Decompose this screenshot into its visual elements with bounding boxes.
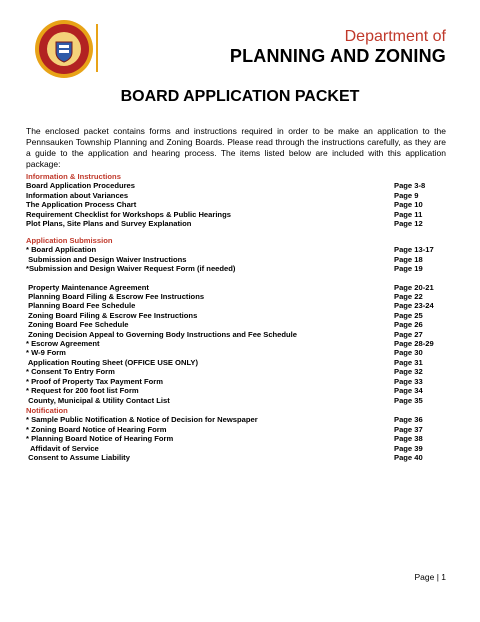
toc-item-label: Zoning Board Fee Schedule xyxy=(26,320,129,330)
toc-item-label: * Proof of Property Tax Payment Form xyxy=(26,376,163,386)
toc-item-label: *Submission and Design Waiver Request Form (if needed) xyxy=(26,264,236,274)
toc-item-page: Page 40 xyxy=(394,453,423,463)
page-title: BOARD APPLICATION PACKET xyxy=(120,88,360,105)
toc-item-label: * Consent To Entry Form xyxy=(26,367,115,377)
toc-item-page: Page 3-8 xyxy=(394,181,426,191)
toc-item-page: Page 33 xyxy=(394,376,423,386)
toc-row xyxy=(26,348,446,357)
toc-section-notification xyxy=(26,406,446,462)
toc-item-label: * Escrow Agreement xyxy=(26,339,100,349)
page-number: Page | 1 xyxy=(414,572,446,582)
toc-item-page: Page 10 xyxy=(394,200,423,210)
toc-item-page: Page 35 xyxy=(394,395,423,405)
toc-item-page: Page 39 xyxy=(394,443,423,453)
toc-item-label: Requirement Checklist for Workshops & Public Hearings xyxy=(26,209,231,219)
toc-item-label: Information about Variances xyxy=(26,190,129,200)
toc-item-label: Affidavit of Service xyxy=(26,443,99,453)
toc-item-page: Page 30 xyxy=(394,348,423,358)
toc-row xyxy=(26,292,446,301)
toc-row xyxy=(26,219,446,228)
toc-item-page: Page 26 xyxy=(394,320,423,330)
toc-row xyxy=(26,301,446,310)
group-spacer xyxy=(26,274,446,283)
toc-row xyxy=(26,181,446,190)
section-heading: Information & Instructions xyxy=(26,172,121,181)
toc-item-page: Page 18 xyxy=(394,254,423,264)
toc-item-label: Zoning Decision Appeal to Governing Body Instructions and Fee Schedule xyxy=(26,329,298,339)
toc-row xyxy=(26,245,446,254)
toc-item-page: Page 25 xyxy=(394,310,423,320)
toc-item-page: Page 36 xyxy=(394,415,423,425)
toc-row xyxy=(26,320,446,329)
toc-item-page: Page 38 xyxy=(394,434,423,444)
toc-row xyxy=(26,255,446,264)
toc-item-page: Page 19 xyxy=(394,264,423,274)
toc-item-label: * Sample Public Notification & Notice of Decision for Newspaper xyxy=(26,415,258,425)
toc-row xyxy=(26,283,446,292)
toc-item-page: Page 27 xyxy=(394,329,423,339)
toc-item-page: Page 37 xyxy=(394,424,423,434)
toc-item-label: Submission and Design Waiver Instructions xyxy=(26,254,187,264)
toc-row xyxy=(26,339,446,348)
toc-item-page: Page 28-29 xyxy=(394,339,434,349)
intro-paragraph: The enclosed packet contains forms and instructions required in order to be make an application to the Pennsauken Township Planning and Zoning Boards. Please read through the instructions carefully, as they are a guide to the application and hearing process. The items listed below are included with this application package: xyxy=(26,126,446,169)
toc-item-page: Page 9 xyxy=(394,190,419,200)
department-label: Department of xyxy=(344,28,446,45)
toc-section-application-submission xyxy=(26,236,446,405)
toc-row xyxy=(26,200,446,209)
toc-item-label: * Board Application xyxy=(26,245,97,255)
section-heading: Application Submission xyxy=(26,236,113,245)
toc-item-label: * Planning Board Notice of Hearing Form xyxy=(26,434,174,444)
toc-item-page: Page 34 xyxy=(394,386,423,396)
toc-item-label: * Request for 200 foot list Form xyxy=(26,386,139,396)
township-seal-logo xyxy=(34,18,94,80)
toc-item-page: Page 12 xyxy=(394,219,423,229)
toc-item-page: Page 13-17 xyxy=(394,245,434,255)
toc-item-label: The Application Process Chart xyxy=(26,200,137,210)
toc-item-label: Plot Plans, Site Plans and Survey Explanation xyxy=(26,219,192,229)
toc-row xyxy=(26,358,446,367)
toc-item-page: Page 23-24 xyxy=(394,301,434,311)
toc-row xyxy=(26,415,446,424)
toc-item-label: Application Routing Sheet (OFFICE USE ONLY) xyxy=(26,357,198,367)
toc-item-label: * W-9 Form xyxy=(26,348,66,358)
toc-item-page: Page 20-21 xyxy=(394,282,434,292)
toc-item-label: * Zoning Board Notice of Hearing Form xyxy=(26,424,167,434)
toc-row xyxy=(26,425,446,434)
toc-item-page: Page 32 xyxy=(394,367,423,377)
toc-item-page: Page 11 xyxy=(394,209,423,219)
toc-item-label: Consent to Assume Liability xyxy=(26,453,130,463)
section-heading: Notification xyxy=(26,406,68,415)
toc-row xyxy=(26,210,446,219)
toc-item-label: Property Maintenance Agreement xyxy=(26,282,149,292)
toc-section-information xyxy=(26,172,446,228)
toc-row xyxy=(26,386,446,395)
toc-row xyxy=(26,191,446,200)
toc-item-label: Planning Board Filing & Escrow Fee Instructions xyxy=(26,292,205,302)
header-divider xyxy=(96,24,98,72)
toc-row xyxy=(26,434,446,443)
toc-item-page: Page 31 xyxy=(394,357,423,367)
toc-item-label: County, Municipal & Utility Contact List xyxy=(26,395,170,405)
toc-item-label: Planning Board Fee Schedule xyxy=(26,301,136,311)
toc-row xyxy=(26,330,446,339)
toc-row xyxy=(26,444,446,453)
toc-row xyxy=(26,453,446,462)
toc-row xyxy=(26,367,446,376)
toc-row xyxy=(26,377,446,386)
toc-item-page: Page 22 xyxy=(394,292,423,302)
toc-item-label: Board Application Procedures xyxy=(26,181,136,191)
division-title: PLANNING AND ZONING xyxy=(229,46,446,66)
toc-row xyxy=(26,264,446,273)
toc-row xyxy=(26,396,446,405)
toc-row xyxy=(26,311,446,320)
toc-item-label: Zoning Board Filing & Escrow Fee Instructions xyxy=(26,310,198,320)
